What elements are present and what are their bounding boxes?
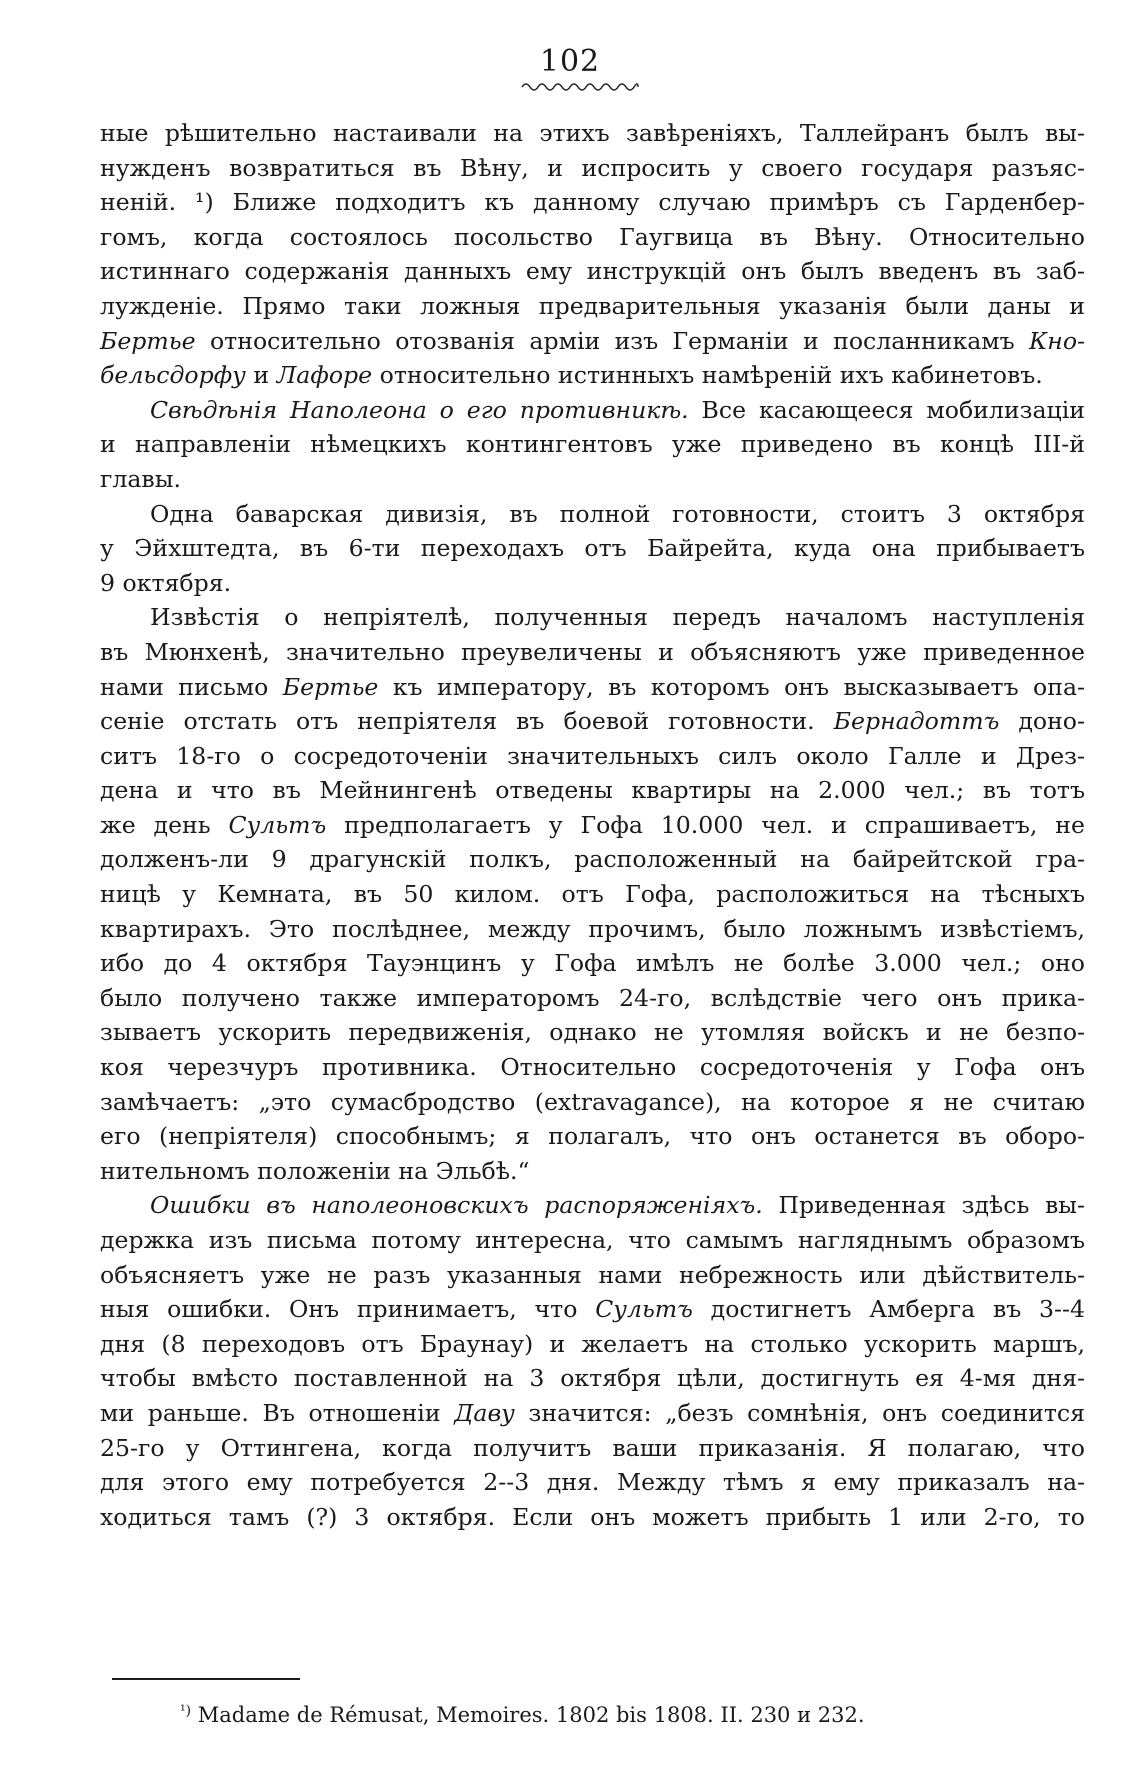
footnote-text: Madame de Rémusat, Memoires. 1802 bis 1808. II. 230 и 232. <box>197 1703 865 1727</box>
name-knobelsdorff-cont: бельсдорфу <box>100 361 246 390</box>
text-line: Бертье относительно отозванія арміи изъ Германіи и посланникамъ Кно- <box>100 326 1085 355</box>
text-line: неній. ¹) Ближе подходитъ къ данному случаю примѣръ съ Гарденбер- <box>100 188 1085 217</box>
text-line: ные рѣшительно настаивали на этихъ завѣреніяхъ, Таллейранъ былъ вы- <box>100 119 1085 147</box>
text-line: было получено также императоромъ 24-го, вслѣдствіе чего онъ прика- <box>100 983 1085 1012</box>
text-line: ми раньше. Въ отношеніи Даву значится: „безъ сомнѣнія, онъ соединится <box>100 1398 1085 1427</box>
name-laforest: Лафоре <box>276 361 373 390</box>
text-line: ибо до 4 октября Тауэнцинъ у Гофа имѣлъ не болѣе 3.000 чел.; оно <box>100 949 1085 978</box>
text-line: нужденъ возвратиться въ Вѣну, и испросить у своего государя разъяс- <box>100 153 1085 182</box>
text-line: держка изъ письма потому интересна, что самымъ нагляднымъ образомъ <box>100 1226 1085 1254</box>
paragraph <box>100 116 1085 393</box>
text-line: ныя ошибки. Онъ принимаетъ, что Сультъ достигнетъ Амберга въ 3--4 <box>100 1295 1086 1324</box>
text-line: ходиться тамъ (?) 3 октября. Если онъ можетъ прибыть 1 или 2-го, то <box>100 1502 1085 1531</box>
text-line: Извѣстія о непріятелѣ, полученныя передъ началомъ наступленія <box>150 603 1085 632</box>
section-heading-napoleon-intel: Свѣдѣнія Наполеона о его противникѣ. <box>150 395 689 424</box>
text-line: нительномъ положеніи на Эльбѣ.“ <box>100 1156 530 1185</box>
name-bernadotte: Бернадоттъ <box>833 707 1000 736</box>
footnote-divider <box>112 1678 300 1680</box>
text-line: квартирахъ. Это послѣднее, между прочимъ, было ложнымъ извѣстіемъ, <box>100 914 1085 943</box>
text-line: Одна баварская дивизія, въ полной готовности, стоитъ 3 октября <box>150 499 1085 528</box>
paragraph <box>100 497 1085 601</box>
text-line: въ Мюнхенѣ, значительно преувеличены и объясняютъ уже приведенное <box>100 637 1085 666</box>
text-line: бельсдорфу и Лафоре относительно истинныхъ намѣреній ихъ кабинетовъ. <box>100 361 1043 390</box>
page-number: 102 <box>539 44 601 79</box>
paragraph <box>100 393 1085 497</box>
name-knobelsdorff: Кно- <box>1029 326 1085 355</box>
footnote <box>180 1696 1080 1730</box>
text-line: чтобы вмѣсто поставленной на 3 октября цѣли, достигнуть ея 4-мя дня- <box>100 1364 1085 1393</box>
text-line: лужденіе. Прямо таки ложныя предварительныя указанія были даны и <box>100 291 1085 320</box>
text-line: гомъ, когда состоялось посольство Гаугвица въ Вѣну. Относительно <box>100 222 1085 251</box>
text-line: коя черезчуръ противника. Относительно сосредоточенія у Гофа онъ <box>100 1053 1085 1082</box>
text-line: дена и что въ Мейнингенѣ отведены квартиры на 2.000 чел.; въ тотъ <box>100 776 1085 805</box>
name-berthier: Бертье <box>282 672 379 701</box>
text-line: же день Сультъ предполагаетъ у Гофа 10.000 чел. и спрашиваетъ, не <box>100 810 1085 839</box>
name-davout: Даву <box>454 1398 515 1427</box>
name-soult: Сультъ <box>228 810 327 839</box>
footnote-marker: ¹) <box>180 1703 192 1719</box>
paragraph <box>100 600 1085 1188</box>
text-line: сеніе отстать отъ непріятеля въ боевой готовности. Бернадоттъ доно- <box>100 707 1085 736</box>
text-line: объясняетъ уже не разъ указанныя нами небрежность или дѣйствитель- <box>100 1260 1085 1289</box>
text-line: 25-го у Оттингена, когда получитъ ваши приказанія. Я полагаю, что <box>100 1433 1085 1462</box>
text-line: главы. <box>100 464 181 493</box>
name-soult: Сультъ <box>595 1295 693 1324</box>
text-line: долженъ-ли 9 драгунскій полкъ, расположенный на байрейтской гра- <box>100 845 1085 874</box>
text-line: истиннаго содержанія данныхъ ему инструкцій онъ былъ введенъ въ заб- <box>100 257 1085 286</box>
text-line: нами письмо Бертье къ императору, въ которомъ онъ высказываетъ опа- <box>100 672 1085 701</box>
text-line: его (непріятеля) способнымъ; я полагалъ, что онъ останется въ оборо- <box>100 1122 1085 1151</box>
text-line: для этого ему потребуется 2--3 дня. Между тѣмъ я ему приказалъ на- <box>100 1468 1085 1497</box>
text-line: 9 октября. <box>100 568 232 597</box>
text-line: замѣчаетъ: „это сумасбродство (extravagance), на которое я не считаю <box>100 1087 1085 1116</box>
body-text <box>100 116 1085 1534</box>
section-heading-errors: Ошибки въ наполеоновскихъ распоряженіяхъ. <box>150 1191 763 1220</box>
text-line: ситъ 18-го о сосредоточеніи значительныхъ силъ около Галле и Дрез- <box>100 741 1085 770</box>
text-line: и направленіи нѣмецкихъ контингентовъ уже приведено въ концѣ ІІІ-й <box>100 430 1085 459</box>
text-line: у Эйхштедта, въ 6-ти переходахъ отъ Байрейта, куда она прибываетъ <box>100 534 1085 563</box>
paragraph <box>100 1188 1085 1534</box>
text-line: Свѣдѣнія Наполеона о его противникѣ. Все касающееся мобилизаціи <box>150 395 1085 424</box>
name-berthier: Бертье <box>100 326 196 355</box>
text-line: ницѣ у Кемната, въ 50 килом. отъ Гофа, расположиться на тѣсныхъ <box>100 880 1085 909</box>
text-line: Ошибки въ наполеоновскихъ распоряженіяхъ. Приведенная здѣсь вы- <box>150 1191 1085 1220</box>
text-line: дня (8 переходовъ отъ Браунау) и желаетъ на столько ускорить маршъ, <box>100 1329 1085 1358</box>
text-line: зываетъ ускорить передвиженія, однако не утомляя войскъ и не безпо- <box>100 1018 1085 1047</box>
wavy-ornament <box>520 80 640 94</box>
